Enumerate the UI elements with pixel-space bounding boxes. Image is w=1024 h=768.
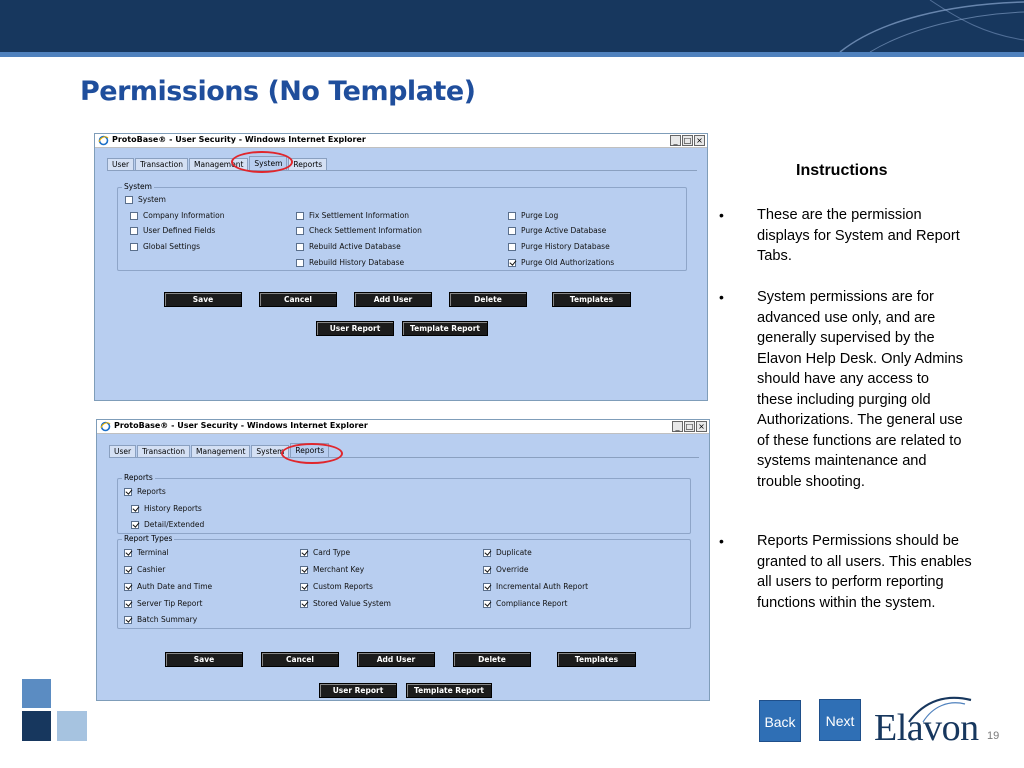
bullet-marker: •	[719, 207, 724, 223]
checkbox-fix-settlement-information[interactable]: Fix Settlement Information	[296, 211, 409, 220]
maximize-icon[interactable]: □	[685, 422, 694, 431]
ie-titlebar[interactable]	[95, 134, 707, 148]
user-report-button[interactable]: User Report	[319, 683, 397, 698]
checkbox-card-type[interactable]: Card Type	[300, 548, 350, 557]
slide-title: Permissions (No Template)	[80, 76, 476, 107]
checkbox-server-tip-report[interactable]: Server Tip Report	[124, 599, 202, 608]
window-title: ProtoBase® - User Security - Windows Internet Explorer	[112, 135, 366, 144]
ie-window-reports	[96, 419, 710, 701]
checkbox-auth-date-and-time[interactable]: Auth Date and Time	[124, 582, 212, 591]
checkbox-box[interactable]	[125, 196, 133, 204]
save-button[interactable]: Save	[164, 292, 242, 307]
internet-explorer-icon	[100, 421, 111, 432]
tab-transaction[interactable]: Transaction	[137, 445, 190, 457]
ie-titlebar[interactable]	[97, 420, 709, 434]
checkbox-label: System	[138, 195, 166, 204]
checkbox-purge-old-authorizations[interactable]: Purge Old Authorizations	[508, 258, 614, 267]
window-controls	[672, 421, 707, 432]
checkbox-purge-active-database[interactable]: Purge Active Database	[508, 226, 606, 235]
highlight-oval-system-tab	[231, 151, 293, 173]
tab-strip-border	[107, 170, 697, 171]
internet-explorer-icon	[98, 135, 109, 146]
checkbox-history-reports[interactable]: History Reports	[131, 504, 202, 513]
delete-button[interactable]: Delete	[449, 292, 527, 307]
tab-user[interactable]: User	[107, 158, 134, 170]
checkbox-merchant-key[interactable]: Merchant Key	[300, 565, 364, 574]
checkbox-global-settings[interactable]: Global Settings	[130, 242, 200, 251]
elavon-logo: Elavon	[874, 707, 979, 749]
save-button[interactable]: Save	[165, 652, 243, 667]
checkbox-batch-summary[interactable]: Batch Summary	[124, 615, 197, 624]
close-icon[interactable]: ×	[694, 135, 705, 146]
tab-reports[interactable]: Reports	[288, 158, 327, 170]
checkbox-custom-reports[interactable]: Custom Reports	[300, 582, 373, 591]
templates-button[interactable]: Templates	[557, 652, 636, 667]
tab-system[interactable]: System	[251, 445, 289, 457]
checkbox-company-information[interactable]: Company Information	[130, 211, 224, 220]
decorative-square	[22, 711, 51, 741]
maximize-icon[interactable]: □	[683, 136, 692, 145]
page-number: 19	[987, 730, 1000, 742]
ie-window-system	[94, 133, 708, 401]
instruction-bullet-1: These are the permission displays for System and Report Tabs.	[757, 207, 960, 264]
templates-button[interactable]: Templates	[552, 292, 631, 307]
checkbox-system[interactable]	[125, 195, 166, 204]
add-user-button[interactable]: Add User	[357, 652, 435, 667]
back-button[interactable]: Back	[759, 700, 801, 742]
checkbox-terminal[interactable]: Terminal	[124, 548, 169, 557]
group-label-system: System	[124, 182, 152, 191]
checkbox-reports[interactable]: Reports	[124, 487, 166, 496]
checkbox-incremental-auth-report[interactable]: Incremental Auth Report	[483, 582, 588, 591]
window-controls	[670, 135, 705, 146]
group-label-report-types: Report Types	[124, 534, 173, 543]
checkbox-compliance-report[interactable]: Compliance Report	[483, 599, 567, 608]
header-band	[0, 0, 1024, 52]
checkbox-cashier[interactable]: Cashier	[124, 565, 165, 574]
window-title: ProtoBase® - User Security - Windows Internet Explorer	[114, 421, 368, 430]
tab-strip	[107, 156, 328, 170]
decorative-square	[22, 679, 51, 708]
user-report-button[interactable]: User Report	[316, 321, 394, 336]
add-user-button[interactable]: Add User	[354, 292, 432, 307]
tab-reports[interactable]: Reports	[290, 443, 329, 457]
next-button[interactable]: Next	[819, 699, 861, 741]
tab-user[interactable]: User	[109, 445, 136, 457]
checkbox-stored-value-system[interactable]: Stored Value System	[300, 599, 391, 608]
template-report-button[interactable]: Template Report	[402, 321, 488, 336]
tab-strip-border	[109, 457, 699, 458]
decorative-square	[57, 711, 87, 741]
header-swoosh-graphic	[0, 0, 1024, 52]
checkbox-purge-history-database[interactable]: Purge History Database	[508, 242, 610, 251]
instruction-bullet-3: Reports Permissions should be granted to all users. This enables all users to perform reporting functions within the system.	[757, 533, 972, 611]
template-report-button[interactable]: Template Report	[406, 683, 492, 698]
minimize-icon[interactable]: _	[672, 421, 683, 432]
instructions-title: Instructions	[796, 162, 888, 179]
checkbox-user-defined-fields[interactable]: User Defined Fields	[130, 226, 215, 235]
bullet-marker: •	[719, 289, 724, 305]
tab-management[interactable]: Management	[189, 158, 248, 170]
cancel-button[interactable]: Cancel	[261, 652, 339, 667]
checkbox-check-settlement-information[interactable]: Check Settlement Information	[296, 226, 422, 235]
bullet-marker: •	[719, 533, 724, 549]
instruction-bullet-2: System permissions are for advanced use only, and are generally supervised by the Elavon Help Desk. Only Admins should have any access to these including purging old Authorizations. The general use of these functions are related to systems maintenance and trouble shooting.	[757, 289, 964, 490]
tab-transaction[interactable]: Transaction	[135, 158, 188, 170]
cancel-button[interactable]: Cancel	[259, 292, 337, 307]
checkbox-purge-log[interactable]: Purge Log	[508, 211, 558, 220]
tab-management[interactable]: Management	[191, 445, 250, 457]
tab-system[interactable]: System	[249, 156, 287, 170]
checkbox-rebuild-history-database[interactable]: Rebuild History Database	[296, 258, 404, 267]
close-icon[interactable]: ×	[696, 421, 707, 432]
checkbox-duplicate[interactable]: Duplicate	[483, 548, 532, 557]
header-accent-line	[0, 52, 1024, 57]
checkbox-detail-extended[interactable]: Detail/Extended	[131, 520, 204, 529]
checkbox-override[interactable]: Override	[483, 565, 528, 574]
highlight-oval-reports-tab	[281, 443, 343, 464]
delete-button[interactable]: Delete	[453, 652, 531, 667]
minimize-icon[interactable]: _	[670, 135, 681, 146]
checkbox-rebuild-active-database[interactable]: Rebuild Active Database	[296, 242, 401, 251]
group-label-reports: Reports	[124, 473, 153, 482]
